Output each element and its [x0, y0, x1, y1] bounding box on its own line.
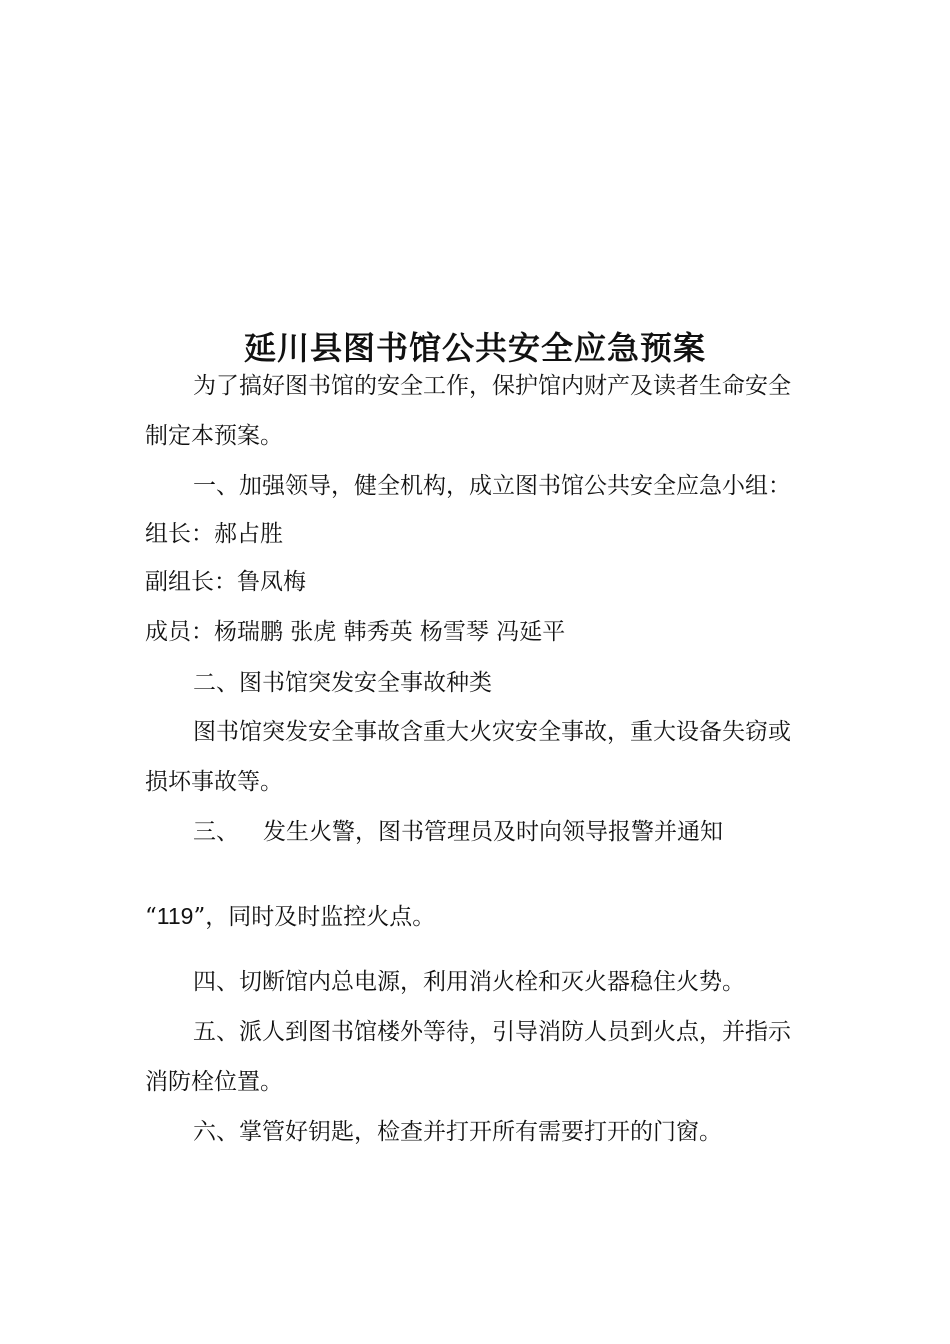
- quote-open: “: [145, 904, 157, 930]
- section-2-heading: 二、图书馆突发安全事故种类: [193, 670, 492, 696]
- intro-line-1: 为了搞好图书馆的安全工作，保护馆内财产及读者生命安全: [193, 373, 791, 399]
- section-4: 四、切断馆内总电源，利用消火栓和灭火器稳住火势。: [193, 969, 745, 995]
- section-5-line-1: 五、派人到图书馆楼外等待，引导消防人员到火点，并指示: [193, 1019, 791, 1045]
- section-5-line-2: 消防栓位置。: [145, 1069, 283, 1095]
- section-6: 六、掌管好钥匙，检查并打开所有需要打开的门窗。: [193, 1119, 722, 1145]
- emergency-number: 119: [156, 903, 194, 929]
- section-3-continuation: [145, 900, 435, 933]
- leader-line: 组长：郝占胜: [145, 521, 283, 547]
- section-3-label: 三、: [193, 819, 239, 845]
- intro-line-2: 制定本预案。: [145, 423, 283, 449]
- members-line: 成员：杨瑞鹏 张虎 韩秀英 杨雪琴 冯延平: [145, 619, 566, 645]
- section-2-body-line-2: 损坏事故等。: [145, 769, 283, 795]
- section-2-body-line-1: 图书馆突发安全事故含重大火灾安全事故，重大设备失窃或: [193, 719, 791, 745]
- document-title: 延川县图书馆公共安全应急预案: [243, 329, 706, 367]
- section-3-text: 发生火警，图书管理员及时向领导报警并通知: [263, 819, 723, 845]
- section-1-heading: 一、加强领导，健全机构，成立图书馆公共安全应急小组：: [193, 473, 791, 499]
- section-3-continuation-rest: ”，同时及时监控火点。: [193, 904, 436, 930]
- vice-leader-line: 副组长：鲁凤梅: [145, 569, 306, 595]
